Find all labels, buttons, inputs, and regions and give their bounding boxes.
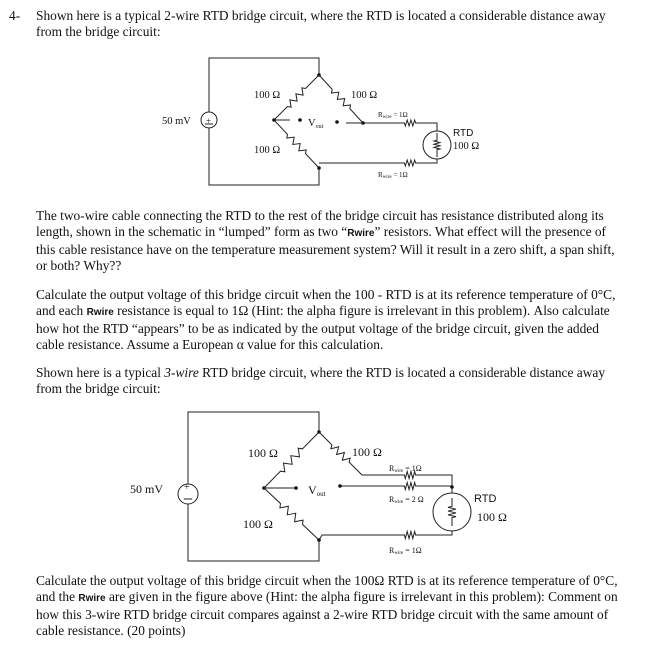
paragraph-calc-3wire: Calculate the output voltage of this bridge circuit when the 100Ω RTD is at its reference temperature of 0°C, and the Rwire are given in the figure above (Hint: the alpha figure is irrelevant in this problem): Comment on how this 3-wire RTD bridge circuit compares against a 2-wire RTD bridge circuit with the same amount of cable resistance. (20 points) (36, 573, 618, 638)
resistor-label: 100 Ω (351, 90, 378, 101)
resistor-label: 100 Ω (254, 90, 281, 101)
resistor-icon (396, 532, 424, 539)
supply-wire (209, 58, 319, 185)
resistor-icon (396, 120, 424, 126)
rtd-label: RTD (474, 493, 497, 505)
problem-number: 4- (9, 8, 21, 23)
node-dot (335, 120, 339, 124)
node-dot (450, 485, 454, 489)
rtd-label: RTD (453, 128, 474, 139)
paragraph-cable-effect: The two-wire cable connecting the RTD to the rest of the bridge circuit has resistance distributed along its length, shown in the schematic in “lumped” form as two “Rwire” resistors. What effect will the presence of this cable resistance have on the temperature measurement system? Will it result in a zero shift, a span shift, or both? Why?? (36, 208, 615, 273)
resistor-icon (274, 75, 319, 120)
resistor-label: 100 Ω (243, 517, 273, 531)
vout-label: Vout (308, 483, 326, 498)
circuit-3wire (178, 412, 471, 561)
resistor-icon (396, 160, 424, 166)
resistor-icon (434, 133, 440, 157)
rtd-value: 100 Ω (453, 141, 480, 152)
rwire-label: Rwire = 1Ω (389, 464, 422, 474)
intro-paragraph-3wire: Shown here is a typical 3-wire RTD bridge circuit, where the RTD is located a considerable distance away from the bridge circuit: (36, 365, 606, 396)
rtd-value: 100 Ω (477, 510, 507, 524)
node-dot (298, 118, 302, 122)
plus-sign: + (206, 116, 212, 126)
resistor-label: 100 Ω (254, 145, 281, 156)
source-label: 50 mV (130, 482, 163, 496)
rwire-label: Rwire = 1Ω (389, 546, 422, 556)
node-dot (338, 484, 342, 488)
resistor-icon (448, 498, 456, 526)
resistor-label: 100 Ω (248, 446, 278, 460)
rwire-label: Rwire = 1Ω (378, 171, 408, 180)
source-label: 50 mV (162, 116, 191, 127)
rwire-label: Rwire = 2 Ω (389, 495, 424, 505)
vout-label: Vout (308, 118, 324, 130)
supply-wire (188, 412, 319, 561)
wires (264, 475, 452, 540)
circuit-2wire (201, 58, 451, 185)
rwire-label: Rwire = 1Ω (378, 111, 408, 120)
resistor-label: 100 Ω (352, 445, 382, 459)
paragraph-calc-2wire: Calculate the output voltage of this bridge circuit when the 100 - RTD is at its reference temperature of 0°C, and each Rwire resistance is equal to 1Ω (Hint: the alpha figure is irrelevant in this problem). Also calculate how hot the RTD “appears” to be as indicated by the output voltage of the bridge circuit, given the added cable resistance. Assume a European α value for this calculation. (36, 287, 616, 352)
plus-sign: + (184, 482, 190, 493)
resistor-icon (396, 483, 424, 490)
intro-paragraph-2wire: Shown here is a typical 2-wire RTD bridge circuit, where the RTD is located a considerable distance away from the bridge circuit: (36, 8, 606, 39)
node-dot (294, 486, 298, 490)
resistor-icon (264, 432, 319, 488)
